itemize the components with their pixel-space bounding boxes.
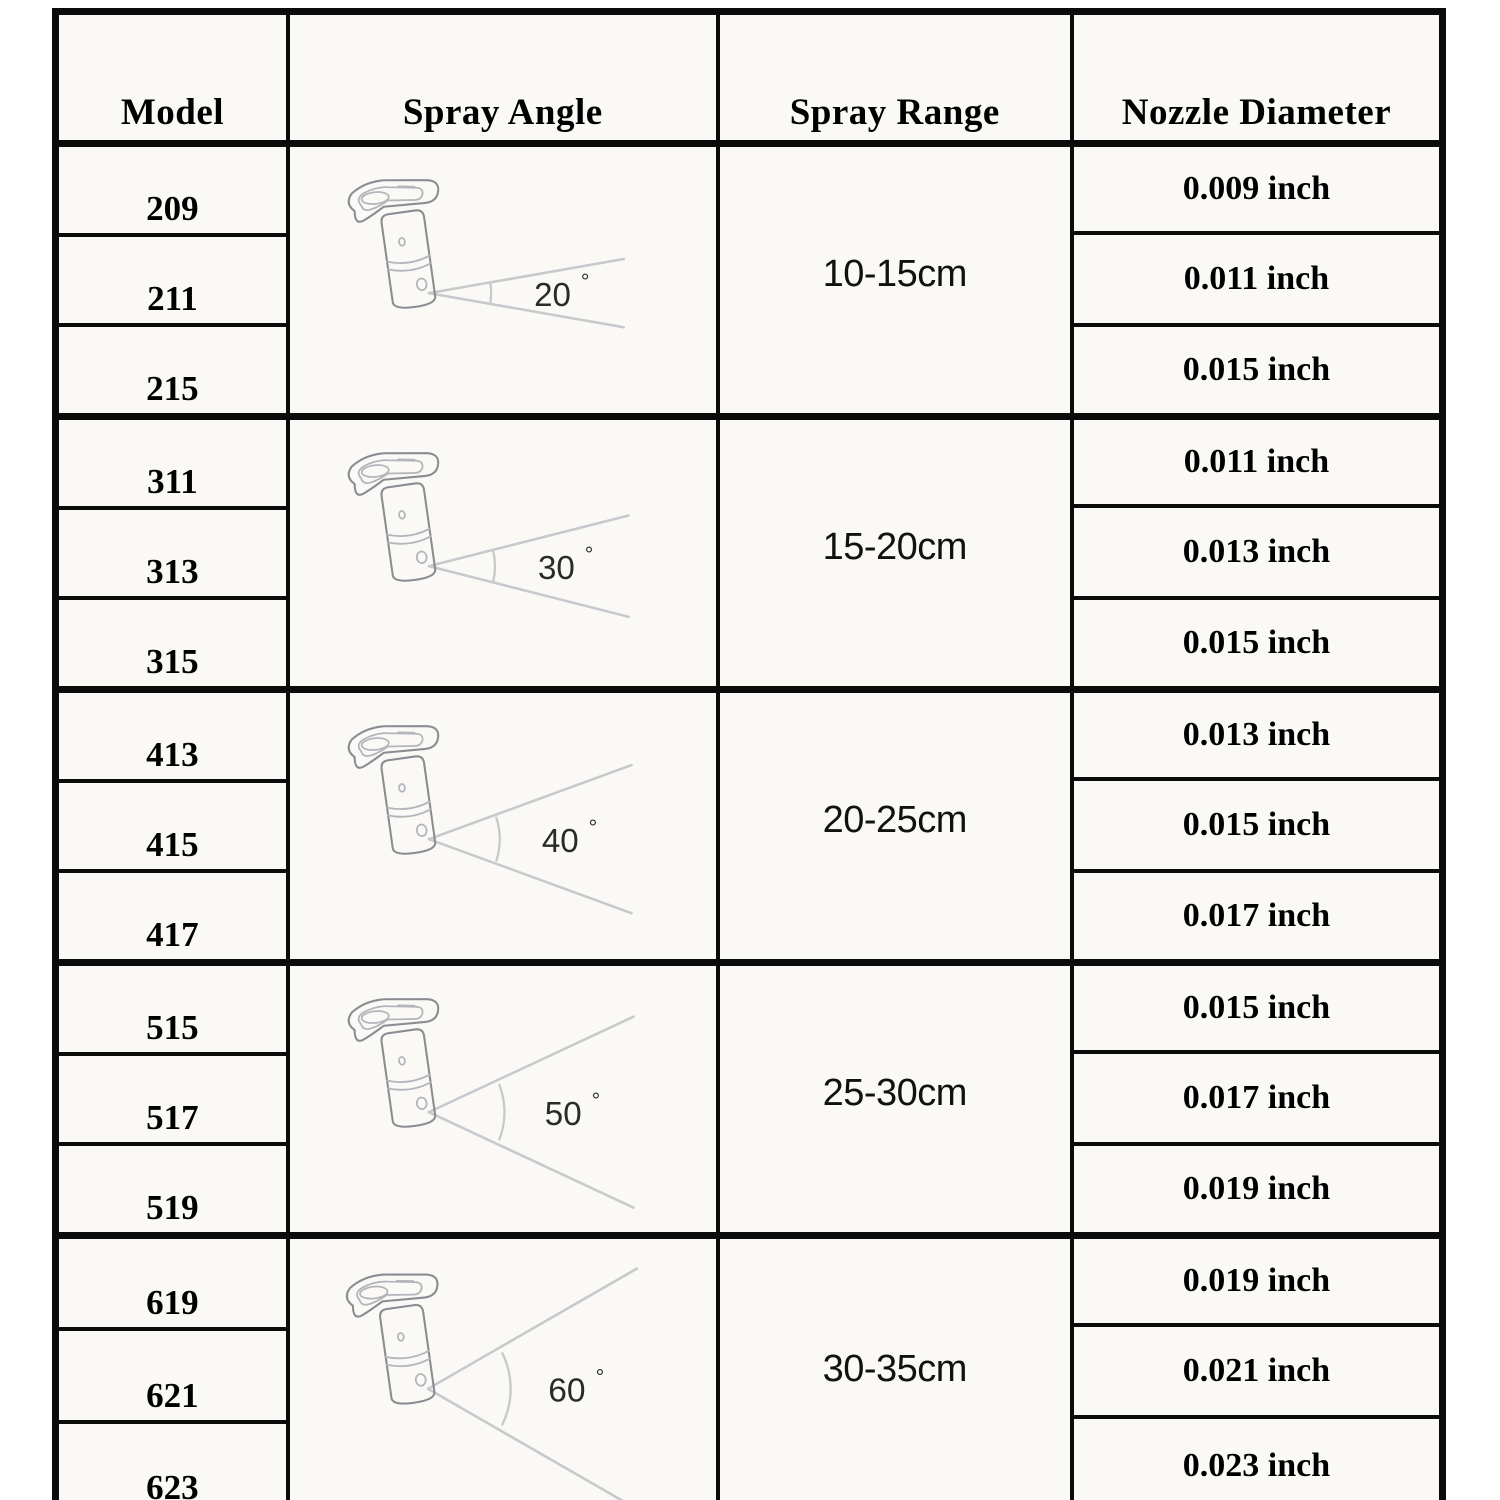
model-value: 519 (146, 1188, 199, 1227)
nozzle-diameter-cell-group-3 (1074, 693, 1439, 959)
angle-label: 50 (544, 1095, 582, 1133)
spray-nozzle-tip-icon (290, 147, 716, 413)
model-value: 209 (59, 147, 286, 237)
nozzle-diameter-value: 0.013 inch (1074, 508, 1439, 600)
spray-nozzle-tip-icon (290, 1239, 716, 1500)
spray-range-value: 15-20cm (822, 525, 967, 568)
angle-label: 40 (541, 822, 579, 860)
model-cell-group-5 (59, 1239, 290, 1500)
spray-tip-spec-table (52, 8, 1446, 1500)
angle-label: 20 (533, 276, 571, 314)
degree-symbol: ° (595, 1363, 605, 1389)
column-header-nozzle-diameter: Nozzle Diameter (1121, 92, 1392, 133)
nozzle-diameter-value: 0.011 inch (1074, 420, 1439, 508)
spray-angle-cell-group-1 (290, 147, 720, 413)
spray-angle-cell-group-3 (290, 693, 720, 959)
spray-range-cell-group-4 (720, 966, 1074, 1232)
nozzle-diameter-value: 0.013 inch (1074, 693, 1439, 781)
spray-nozzle-tip-icon (290, 693, 716, 959)
table-group-row (59, 966, 1439, 1239)
model-value: 517 (59, 1056, 286, 1146)
nozzle-diameter-cell-group-4 (1074, 966, 1439, 1232)
table-group-row (59, 147, 1439, 420)
nozzle-diameter-cell-group-1 (1074, 147, 1439, 413)
degree-symbol: ° (588, 815, 598, 840)
spray-range-value: 20-25cm (822, 798, 967, 841)
table-group-row (59, 693, 1439, 966)
nozzle-diameter-value: 0.015 inch (1074, 781, 1439, 873)
column-header-model: Model (59, 15, 290, 140)
model-value: 415 (59, 783, 286, 873)
spray-angle-cell-group-2 (290, 420, 720, 686)
spray-range-value: 30-35cm (822, 1348, 967, 1390)
column-header-spray-range: Spray Range (720, 15, 1074, 140)
spray-range-value: 10-15cm (822, 252, 967, 295)
degree-symbol: ° (580, 269, 590, 294)
angle-label: 60 (548, 1372, 586, 1410)
nozzle-diameter-value: 0.017 inch (1074, 1054, 1439, 1146)
nozzle-diameter-value: 0.023 inch (1182, 1446, 1331, 1484)
model-cell-group-2 (59, 420, 290, 686)
model-value: 315 (146, 642, 199, 681)
spray-angle-cell-group-4 (290, 966, 720, 1232)
nozzle-diameter-value: 0.015 inch (1074, 966, 1439, 1054)
spray-nozzle-tip-icon (290, 966, 716, 1232)
nozzle-diameter-cell-group-5 (1074, 1239, 1439, 1500)
nozzle-diameter-value: 0.019 inch (1182, 1170, 1331, 1207)
table-header-row (59, 15, 1439, 147)
model-value: 413 (59, 693, 286, 783)
spray-angle-cell-group-5 (290, 1239, 720, 1500)
nozzle-diameter-value: 0.021 inch (1074, 1327, 1439, 1419)
nozzle-diameter-value: 0.011 inch (1074, 235, 1439, 327)
nozzle-diameter-value: 0.015 inch (1182, 624, 1331, 661)
spray-range-cell-group-5 (720, 1239, 1074, 1500)
model-value: 211 (59, 237, 286, 327)
degree-symbol: ° (584, 542, 594, 567)
model-value: 215 (146, 369, 199, 408)
model-value: 313 (59, 510, 286, 600)
angle-label: 30 (537, 549, 575, 587)
model-value: 515 (59, 966, 286, 1056)
table-group-row (59, 1239, 1439, 1500)
model-value: 621 (59, 1331, 286, 1423)
table-body (59, 147, 1439, 1500)
nozzle-diameter-value: 0.017 inch (1182, 897, 1331, 934)
model-value: 311 (59, 420, 286, 510)
nozzle-diameter-cell-group-2 (1074, 420, 1439, 686)
nozzle-diameter-value: 0.019 inch (1074, 1239, 1439, 1327)
degree-symbol: ° (591, 1088, 601, 1113)
model-cell-group-3 (59, 693, 290, 959)
model-value: 619 (59, 1239, 286, 1331)
spray-range-cell-group-1 (720, 147, 1074, 413)
model-cell-group-1 (59, 147, 290, 413)
column-header-spray-angle: Spray Angle (290, 15, 720, 140)
model-cell-group-4 (59, 966, 290, 1232)
nozzle-diameter-value: 0.009 inch (1074, 147, 1439, 235)
model-value: 623 (146, 1467, 199, 1500)
nozzle-diameter-value: 0.015 inch (1182, 351, 1331, 388)
model-value: 417 (146, 915, 199, 954)
table-group-row (59, 420, 1439, 693)
spray-range-value: 25-30cm (822, 1071, 967, 1114)
spray-nozzle-tip-icon (290, 420, 716, 686)
spray-range-cell-group-3 (720, 693, 1074, 959)
spray-range-cell-group-2 (720, 420, 1074, 686)
